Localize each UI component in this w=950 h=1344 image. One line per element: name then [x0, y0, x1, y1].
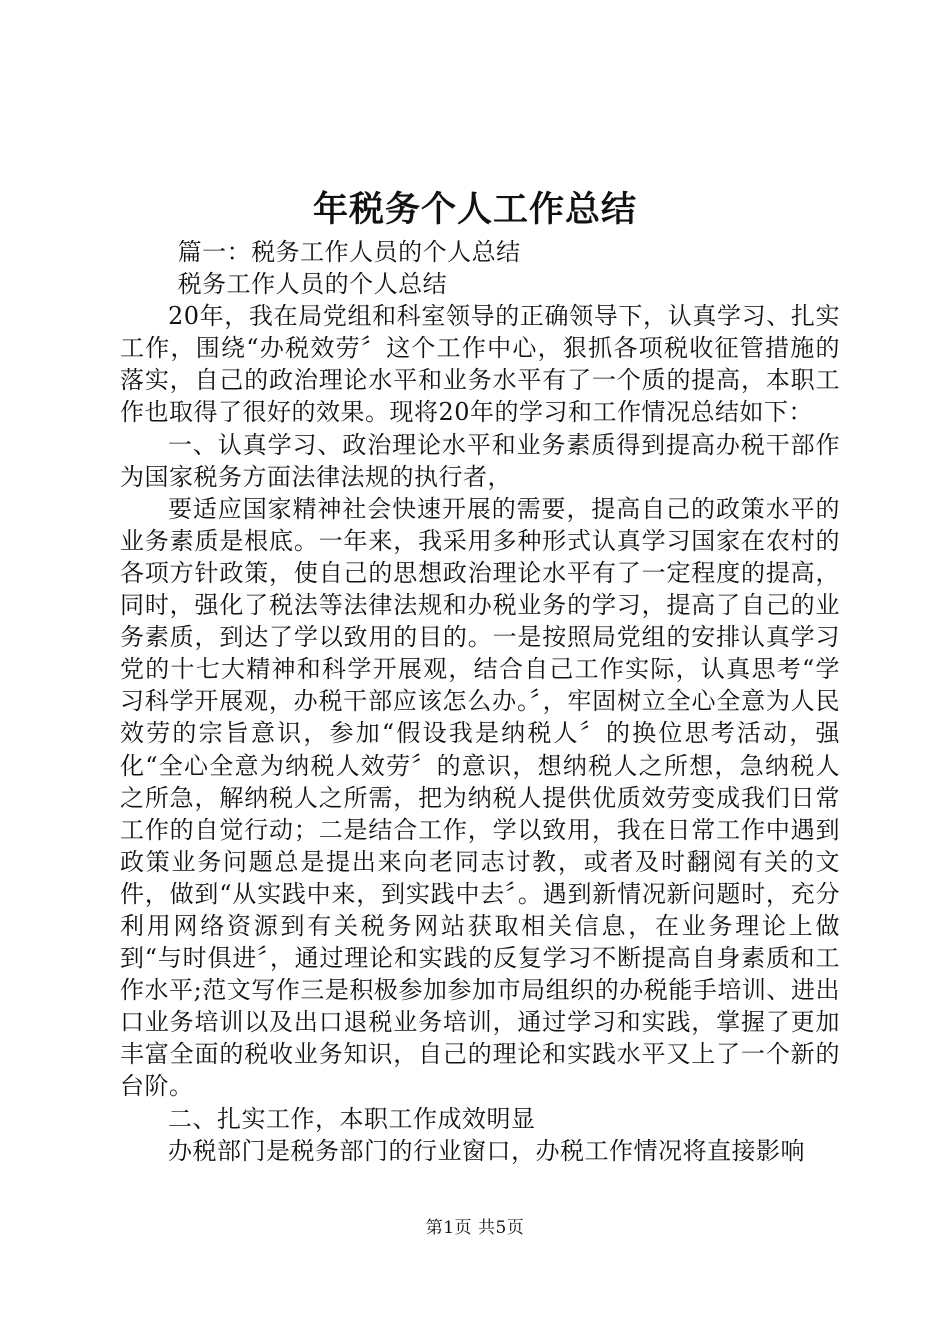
paragraph: 办税部门是税务部门的行业窗口，办税工作情况将直接影响 — [168, 1136, 805, 1165]
page-number: 第1页 共5页 — [425, 1218, 525, 1238]
paragraph: 要适应国家精神社会快速开展的需要，提高自己的政策水平的业务素质是根底。一年来，我采用多种形式认真学习国家在农村的各项方针政策，使自己的思想政治理论水平有了一定程度的提高，同时，强化了税法等法律法规和办税业务的学习，提高了自己的业务素质，到达了学以致用的目的。一是按照局党组的安排认真学习党的十七大精神和科学开展观，结合自己工作实际，认真思考“学习科学开展观，办税干部应该怎么办。〞，牢固树立全心全意为人民效劳的宗旨意识，参加“假设我是纳税人〞的换位思考活动，强化“全心全意为纳税人效劳〞的意识，想纳税人之所想，急纳税人之所急，解纳税人之所需，把为纳税人提供优质效劳变成我们日常工作的自觉行动；二是结合工作，学以致用，我在日常工作中遇到政策业务问题总是提出来向老同志讨教，或者及时翻阅有关的文件，做到“从实践中来，到实践中去〞。遇到新情况新问题时，充分利用网络资源到有关税务网站获取相关信息，在业务理论上做到“与时俱进〞，通过理论和实践的反复学习不断提高自身素质和工作水平;范文写作三是积极参加参加市局组织的办税能手培训、进出口业务培训以及出口退税业务培训，通过学习和实践，掌握了更加丰富全面的税收业务知识，自己的理论和实践水平又上了一个新的台阶。 — [120, 494, 840, 1101]
paragraph: 20年，我在局党组和科室领导的正确领导下，认真学习、扎实工作，围绕“办税效劳〞这个工作中心，狠抓各项税收征管措施的落实，自己的政治理论水平和业务水平有了一个质的提高，本职工作也取得了很好的效果。现将20年的学习和工作情况总结如下： — [120, 302, 840, 427]
section-heading: 二、扎实工作，本职工作成效明显 — [168, 1104, 536, 1133]
document-body — [120, 236, 840, 1167]
document-title: 年税务个人工作总结 — [312, 189, 637, 230]
subtitle: 税务工作人员的个人总结 — [177, 270, 448, 299]
section-heading: 篇一：税务工作人员的个人总结 — [177, 238, 521, 266]
paragraph: 一、认真学习、政治理论水平和业务素质得到提高办税干部作为国家税务方面法律法规的执行者， — [120, 430, 840, 491]
